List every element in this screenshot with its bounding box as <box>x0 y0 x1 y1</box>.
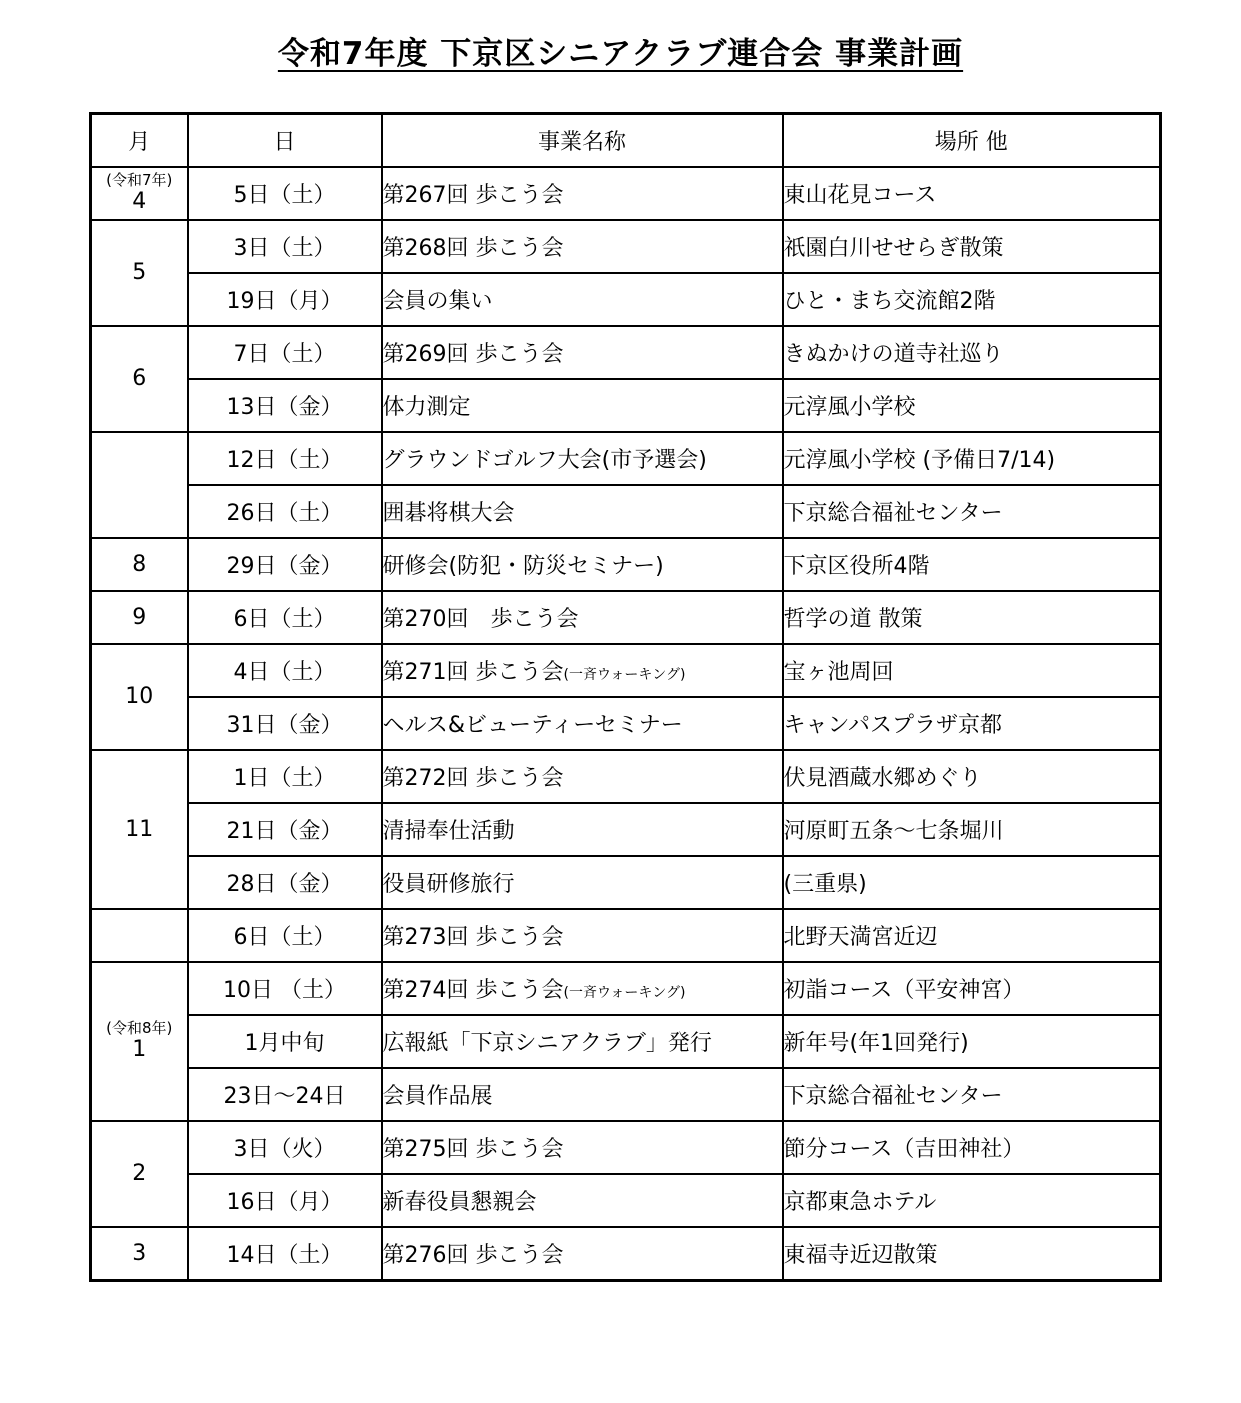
month-number: 4 <box>132 189 147 215</box>
event-cell: 囲碁将棋大会 <box>382 485 783 538</box>
place-cell: 祇園白川せせらぎ散策 <box>783 220 1161 273</box>
table-row <box>91 273 1161 326</box>
day-cell: 31日（金） <box>188 697 382 750</box>
day-cell: 14日（土） <box>188 1227 382 1281</box>
table-row <box>91 432 1161 485</box>
header-month: 月 <box>91 114 188 168</box>
day-cell: 19日（月） <box>188 273 382 326</box>
place-cell: 伏見酒蔵水郷めぐり <box>783 750 1161 803</box>
place-cell: 初詣コース（平安神宮） <box>783 962 1161 1015</box>
place-cell: 元淳風小学校 <box>783 379 1161 432</box>
day-cell: 12日（土） <box>188 432 382 485</box>
table-row <box>91 167 1161 220</box>
event-cell: 体力測定 <box>382 379 783 432</box>
event-cell: ヘルス&ビューティーセミナー <box>382 697 783 750</box>
month-era: (令和7年) <box>106 171 173 190</box>
day-cell: 1月中旬 <box>188 1015 382 1068</box>
table-header-row <box>91 114 1161 168</box>
month-cell: 11 <box>91 750 188 909</box>
day-cell: 21日（金） <box>188 803 382 856</box>
month-cell: 2 <box>91 1121 188 1227</box>
month-cell <box>91 909 188 962</box>
event-cell: グラウンドゴルフ大会(市予選会) <box>382 432 783 485</box>
place-cell: 宝ヶ池周回 <box>783 644 1161 697</box>
place-cell: ひと・まち交流館2階 <box>783 273 1161 326</box>
table-row <box>91 856 1161 909</box>
table-row <box>91 1015 1161 1068</box>
event-cell: 第267回 歩こう会 <box>382 167 783 220</box>
place-cell: 節分コース（吉田神社） <box>783 1121 1161 1174</box>
table-row <box>91 538 1161 591</box>
place-cell: キャンパスプラザ京都 <box>783 697 1161 750</box>
table-row <box>91 1068 1161 1121</box>
event-cell: 役員研修旅行 <box>382 856 783 909</box>
event-cell: 新春役員懇親会 <box>382 1174 783 1227</box>
table-row <box>91 379 1161 432</box>
header-event: 事業名称 <box>382 114 783 168</box>
day-cell: 6日（土） <box>188 591 382 644</box>
header-day: 日 <box>188 114 382 168</box>
month-cell: 9 <box>91 591 188 644</box>
day-cell: 5日（土） <box>188 167 382 220</box>
day-cell: 3日（火） <box>188 1121 382 1174</box>
place-cell: きぬかけの道寺社巡り <box>783 326 1161 379</box>
event-cell: 清掃奉仕活動 <box>382 803 783 856</box>
schedule-table <box>89 112 1162 1282</box>
place-cell: 下京総合福祉センター <box>783 1068 1161 1121</box>
table-row <box>91 697 1161 750</box>
place-cell: 元淳風小学校 (予備日7/14) <box>783 432 1161 485</box>
page-title-text: 令和7年度 下京区シニアクラブ連合会 事業計画 <box>277 36 964 72</box>
header-place: 場所 他 <box>783 114 1161 168</box>
event-cell: 研修会(防犯・防災セミナー) <box>382 538 783 591</box>
event-cell: 第269回 歩こう会 <box>382 326 783 379</box>
place-cell: 北野天満宮近辺 <box>783 909 1161 962</box>
event-name: 第274回 歩こう会 <box>382 978 564 1003</box>
place-cell: 東山花見コース <box>783 167 1161 220</box>
event-note: (一斉ウォーキング) <box>563 985 686 1001</box>
place-cell: 下京区役所4階 <box>783 538 1161 591</box>
month-cell <box>91 167 188 220</box>
event-cell <box>382 644 783 697</box>
event-cell: 第275回 歩こう会 <box>382 1121 783 1174</box>
table-row <box>91 1121 1161 1174</box>
table-row <box>91 962 1161 1015</box>
month-era: (令和8年) <box>106 1019 173 1038</box>
day-cell: 29日（金） <box>188 538 382 591</box>
table-row <box>91 485 1161 538</box>
month-cell: 8 <box>91 538 188 591</box>
place-cell: 京都東急ホテル <box>783 1174 1161 1227</box>
table-row <box>91 909 1161 962</box>
event-note: (一斉ウォーキング) <box>563 667 686 683</box>
day-cell: 26日（土） <box>188 485 382 538</box>
place-cell: (三重県) <box>783 856 1161 909</box>
month-cell: 3 <box>91 1227 188 1281</box>
month-cell: 10 <box>91 644 188 750</box>
day-cell: 10日 （土） <box>188 962 382 1015</box>
day-cell: 1日（土） <box>188 750 382 803</box>
day-cell: 4日（土） <box>188 644 382 697</box>
month-cell: 5 <box>91 220 188 326</box>
day-cell: 7日（土） <box>188 326 382 379</box>
day-cell: 28日（金） <box>188 856 382 909</box>
month-cell <box>91 432 188 538</box>
event-name: 第271回 歩こう会 <box>382 660 564 685</box>
table-row <box>91 591 1161 644</box>
place-cell: 哲学の道 散策 <box>783 591 1161 644</box>
table-row <box>91 644 1161 697</box>
event-cell: 会員の集い <box>382 273 783 326</box>
day-cell: 3日（土） <box>188 220 382 273</box>
place-cell: 河原町五条～七条堀川 <box>783 803 1161 856</box>
event-cell: 第268回 歩こう会 <box>382 220 783 273</box>
event-cell: 広報紙「下京シニアクラブ」発行 <box>382 1015 783 1068</box>
event-cell: 第273回 歩こう会 <box>382 909 783 962</box>
month-cell: 6 <box>91 326 188 432</box>
table-row <box>91 1174 1161 1227</box>
page-title <box>0 28 1241 73</box>
table-row <box>91 326 1161 379</box>
table-row <box>91 750 1161 803</box>
month-cell <box>91 962 188 1121</box>
month-number: 1 <box>132 1037 147 1063</box>
day-cell: 16日（月） <box>188 1174 382 1227</box>
place-cell: 新年号(年1回発行) <box>783 1015 1161 1068</box>
event-cell: 第276回 歩こう会 <box>382 1227 783 1281</box>
day-cell: 23日～24日 <box>188 1068 382 1121</box>
event-cell: 第270回 歩こう会 <box>382 591 783 644</box>
place-cell: 下京総合福祉センター <box>783 485 1161 538</box>
day-cell: 13日（金） <box>188 379 382 432</box>
table-row <box>91 803 1161 856</box>
place-cell: 東福寺近辺散策 <box>783 1227 1161 1281</box>
table-row <box>91 220 1161 273</box>
event-cell <box>382 962 783 1015</box>
event-cell: 第272回 歩こう会 <box>382 750 783 803</box>
event-cell: 会員作品展 <box>382 1068 783 1121</box>
day-cell: 6日（土） <box>188 909 382 962</box>
table-row <box>91 1227 1161 1281</box>
